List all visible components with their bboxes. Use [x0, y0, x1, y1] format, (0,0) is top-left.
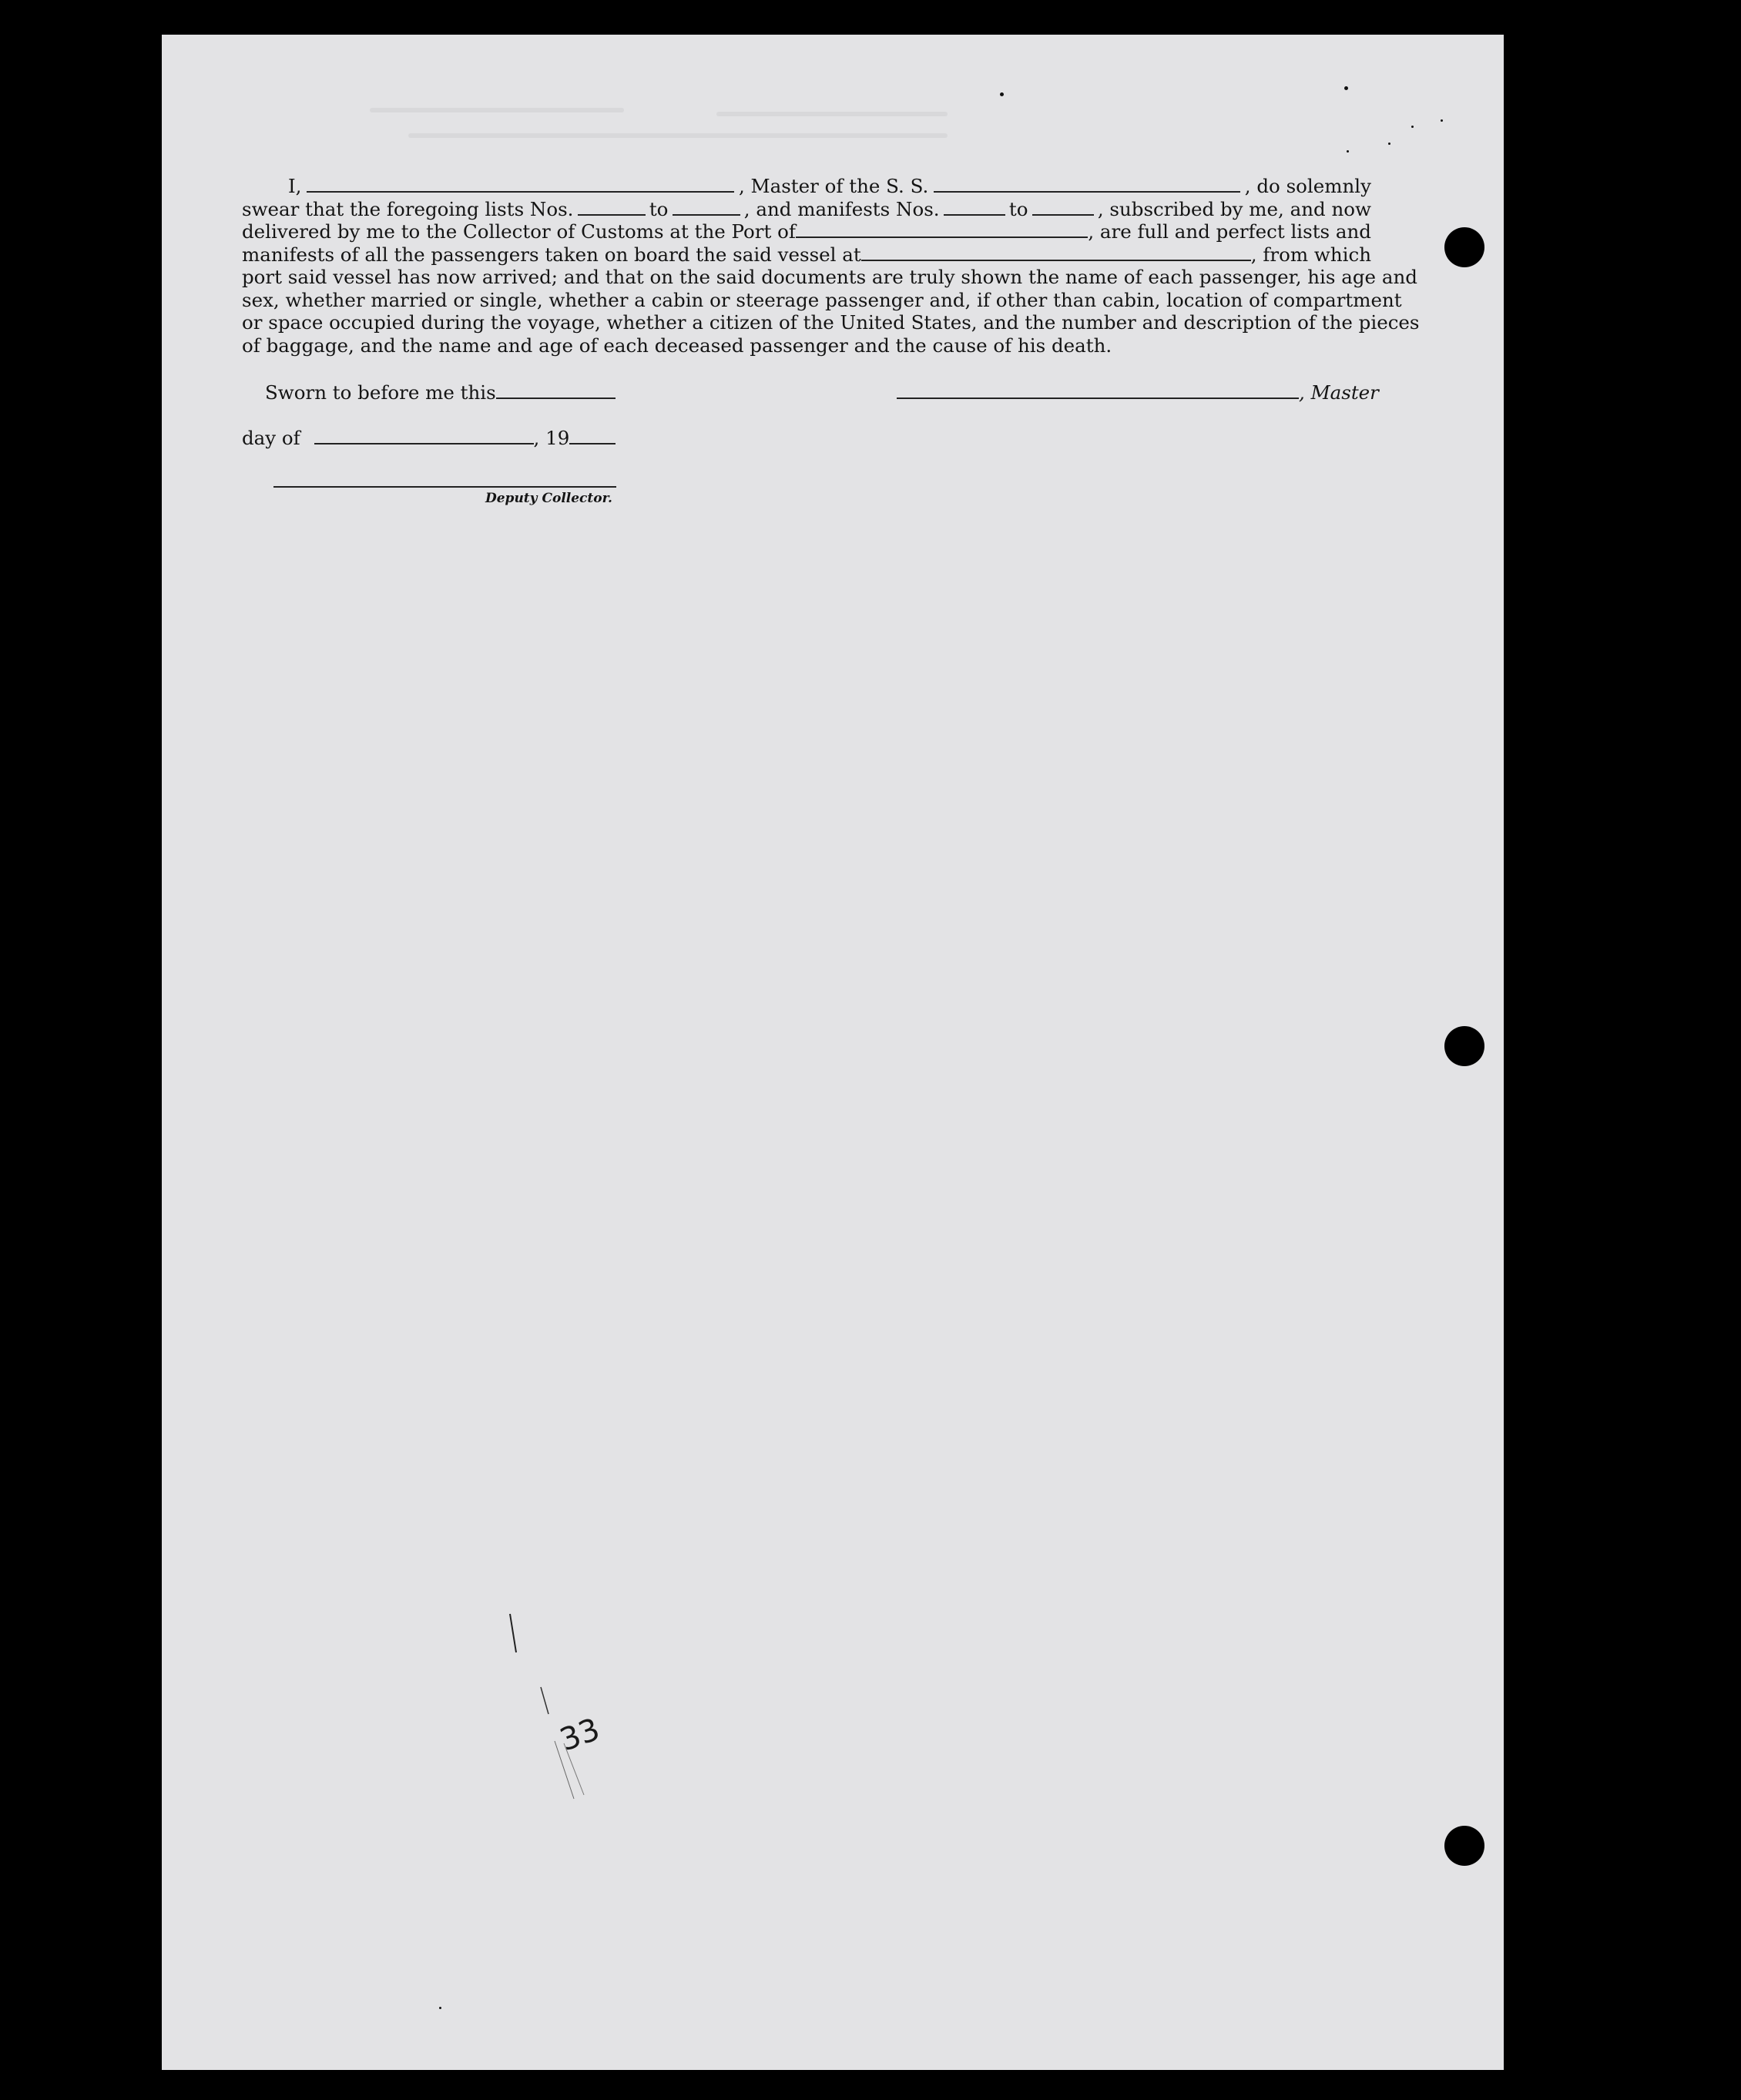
oath-text: of baggage, and the name and age of each deceased passenger and the cause of his death.: [242, 334, 1112, 357]
bleed-through-mark: [370, 108, 624, 112]
sworn-day-blank: [496, 384, 616, 399]
oath-text: port said vessel has now arrived; and that on the said documents are truly shown the name of each passenger, his age and: [242, 266, 1417, 288]
speck: [1411, 126, 1414, 128]
speck: [1000, 92, 1004, 96]
oath-text: , do solemnly: [1244, 175, 1371, 197]
oath-text: I,: [288, 175, 302, 197]
oath-text: or space occupied during the voyage, whether a citizen of the United States, and the number and description of the pieces: [242, 311, 1420, 334]
speck: [439, 2007, 441, 2009]
bleed-through-mark: [408, 133, 948, 138]
oath-text: , subscribed by me, and now: [1097, 197, 1371, 220]
oath-text: delivered by me to the Collector of Customs at the Port of: [242, 220, 796, 243]
oath-text: to: [1008, 197, 1028, 220]
speck: [1347, 150, 1349, 153]
punch-hole-top: [1444, 227, 1484, 267]
speck: [1441, 119, 1443, 122]
list-to-blank: [673, 200, 740, 216]
speck: [1344, 86, 1348, 90]
speck: [1388, 143, 1390, 145]
departure-port-blank: [861, 246, 1251, 261]
oath-text: sex, whether married or single, whether a cabin or steerage passenger and, if other than cabin, location of compartment: [242, 288, 1402, 311]
master-signature: [897, 381, 1379, 404]
day-of-row: [242, 427, 1371, 449]
oath-line-5: [242, 266, 1417, 289]
hand-mark-text: 33: [555, 1711, 605, 1759]
oath-line-3: [242, 220, 1371, 243]
punch-hole-middle: [1444, 1026, 1484, 1066]
oath-paragraph: [242, 175, 1420, 357]
oath-text: , and manifests Nos.: [743, 197, 940, 220]
month-blank: [314, 429, 534, 444]
oath-text: to: [649, 197, 669, 220]
year-label: , 19: [533, 427, 570, 449]
sworn-row: [242, 381, 1379, 404]
list-from-blank: [578, 200, 646, 216]
handwritten-mark: [501, 1606, 678, 1806]
oath-text: swear that the foregoing lists Nos.: [242, 197, 574, 220]
oath-line-6: [242, 288, 1402, 312]
oath-line-2: [242, 198, 1371, 221]
master-signature-blank: [897, 384, 1299, 399]
form-sheet: [162, 35, 1504, 2070]
oath-text: manifests of all the passengers taken on board the said vessel at: [242, 243, 861, 266]
manifest-to-blank: [1032, 200, 1094, 216]
sworn-label: Sworn to before me this: [265, 381, 496, 404]
oath-line-1: [242, 175, 1371, 198]
oath-line-4: [242, 243, 1371, 267]
bleed-through-mark: [716, 112, 948, 116]
deputy-signature-line: [273, 486, 616, 488]
day-of-label: day of: [242, 427, 300, 449]
oath-text: , from which: [1250, 243, 1371, 266]
master-name-blank: [307, 177, 734, 193]
year-blank: [569, 429, 616, 444]
manifest-from-blank: [944, 200, 1005, 216]
oath-line-8: [242, 334, 1371, 357]
oath-line-7: [242, 311, 1420, 334]
deputy-collector-label: Deputy Collector.: [485, 491, 612, 506]
ship-name-blank: [934, 177, 1240, 193]
oath-text: , are full and perfect lists and: [1088, 220, 1371, 243]
oath-text: , Master of the S. S.: [738, 175, 929, 197]
port-blank: [796, 223, 1088, 238]
punch-hole-bottom: [1444, 1826, 1484, 1866]
master-label: , Master: [1299, 381, 1379, 404]
